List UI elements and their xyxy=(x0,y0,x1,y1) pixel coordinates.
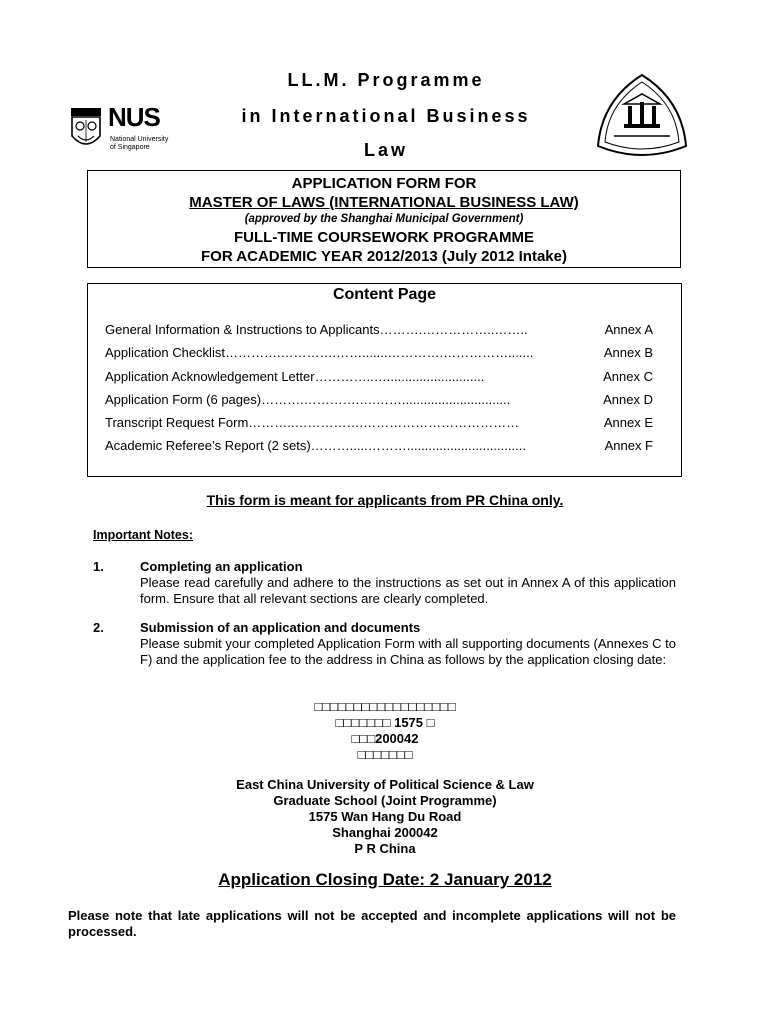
toc-row xyxy=(105,438,653,456)
address-en-line4: Shanghai 200042 xyxy=(332,825,438,840)
toc-row xyxy=(105,322,653,340)
toc-annex: Annex F xyxy=(604,438,653,453)
form-title-line1: APPLICATION FORM FOR xyxy=(291,175,477,192)
note-number: 1. xyxy=(93,559,104,574)
toc-annex: Annex C xyxy=(603,369,653,384)
programme-title-line1: LL.M. Programme xyxy=(287,70,485,90)
address-en-line2: Graduate School (Joint Programme) xyxy=(273,793,497,808)
toc-label: Application Checklist………….………….…….......………….……………....... xyxy=(105,345,534,360)
note-body: Please read carefully and adhere to the instructions as set out in Annex A of this application form. Ensure that all relevant sections are clearly completed. xyxy=(140,575,676,606)
toc-annex: Annex D xyxy=(603,392,653,407)
prc-only-notice: This form is meant for applicants from PR China only. xyxy=(206,492,564,508)
nus-tagline-2: of Singapore xyxy=(110,144,150,151)
address-en-line3: 1575 Wan Hang Du Road xyxy=(308,809,462,824)
toc-row xyxy=(105,392,653,410)
address-en-line5: P R China xyxy=(354,841,416,856)
ecupl-seal-icon xyxy=(594,72,690,158)
toc-annex: Annex E xyxy=(603,415,653,430)
address-cn-line3: □□□200042 xyxy=(351,731,419,746)
programme-title-line2: in International Business xyxy=(241,106,531,126)
toc-annex: Annex B xyxy=(603,345,653,360)
toc-label: General Information & Instructions to Applicants……….……………..…….. xyxy=(105,322,528,337)
address-cn-line1: □□□□□□□□□□□□□□□□□□ xyxy=(314,699,456,714)
address-cn-line2: □□□□□□□ 1575 □ xyxy=(335,715,435,730)
address-cn-line4: □□□□□□□ xyxy=(357,747,413,762)
closing-date: Application Closing Date: 2 January 2012 xyxy=(218,870,552,889)
application-title-box xyxy=(87,170,681,268)
form-title-line2: MASTER OF LAWS (INTERNATIONAL BUSINESS LAW) xyxy=(189,194,579,211)
note-number: 2. xyxy=(93,620,104,635)
toc-label: Transcript Request Form………..…………….……………………………… xyxy=(105,415,520,430)
content-page-box xyxy=(87,283,682,477)
approval-note: (approved by the Shanghai Municipal Government) xyxy=(244,213,524,225)
toc-annex: Annex A xyxy=(604,322,653,337)
toc-label: Application Form (6 pages)……….………….….…….............................. xyxy=(105,392,511,407)
nus-wordmark: NUS xyxy=(108,102,160,132)
content-page-heading: Content Page xyxy=(332,286,437,303)
form-title-line5: FOR ACADEMIC YEAR 2012/2013 (July 2012 Intake) xyxy=(201,248,567,265)
toc-row xyxy=(105,415,653,433)
address-en-line1: East China University of Political Science & Law xyxy=(236,777,534,792)
important-notes-heading: Important Notes: xyxy=(93,528,193,542)
ecupl-logo xyxy=(594,72,690,158)
note-title: Completing an application xyxy=(140,559,303,574)
toc-row xyxy=(105,369,653,387)
programme-title-line3: Law xyxy=(363,140,408,160)
toc-label: Application Acknowledgement Letter…………..…........................... xyxy=(105,369,485,384)
form-title-line4: FULL-TIME COURSEWORK PROGRAMME xyxy=(234,229,534,246)
toc-label: Academic Referee’s Report (2 sets)……….....………................................. xyxy=(105,438,526,453)
late-applications-notice: Please note that late applications will not be accepted and incomplete applications will not be processed. xyxy=(68,908,676,939)
note-title: Submission of an application and documents xyxy=(140,620,421,635)
nus-tagline-1: National University xyxy=(110,136,169,143)
toc-row xyxy=(105,345,653,363)
nus-logo xyxy=(70,102,185,156)
note-body: Please submit your completed Application Form with all supporting documents (Annexes C to F) and the application fee to the address in China as follows by the application closing date: xyxy=(140,636,676,667)
